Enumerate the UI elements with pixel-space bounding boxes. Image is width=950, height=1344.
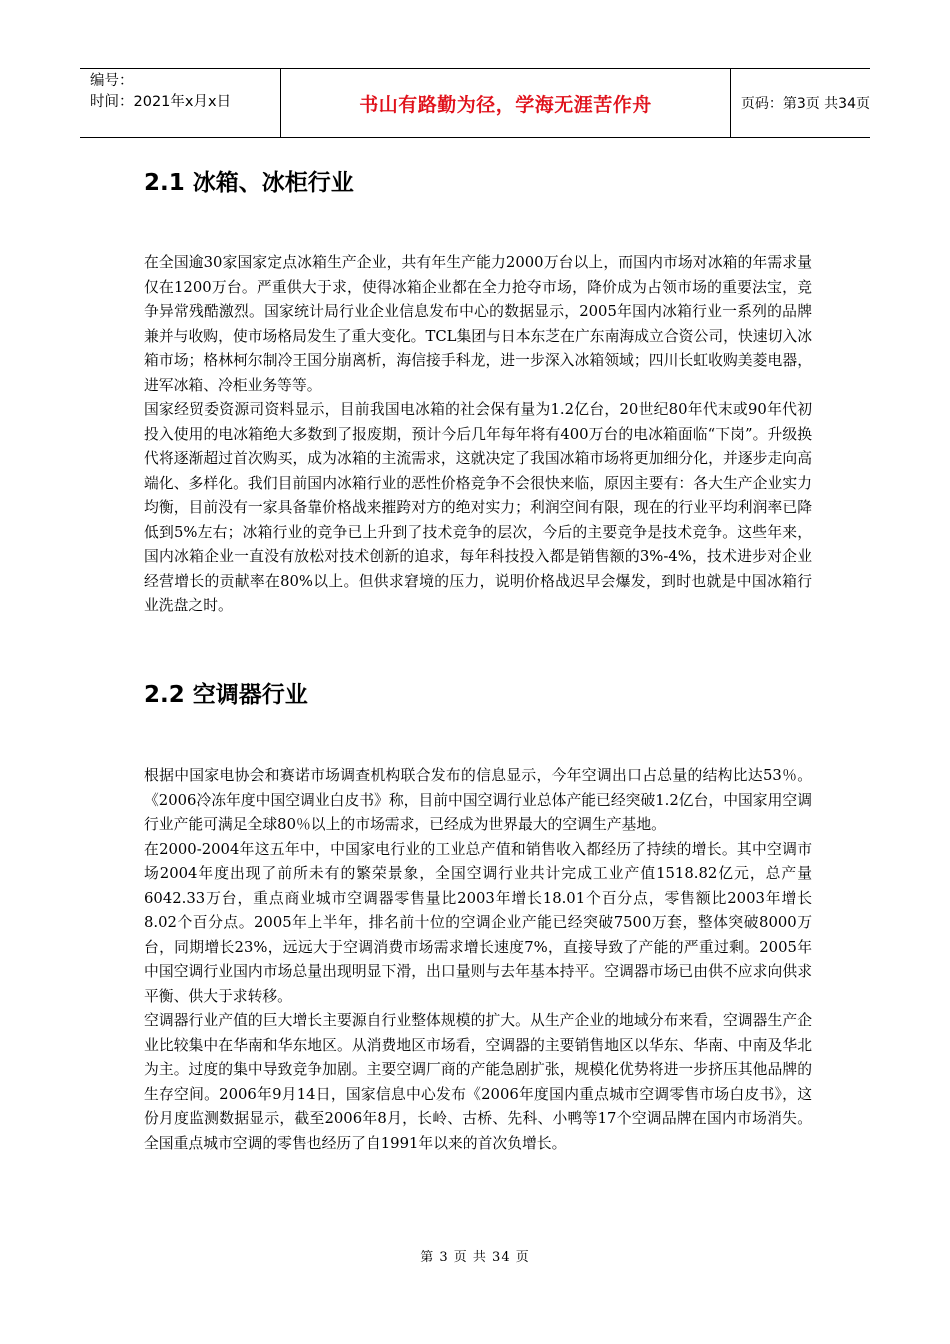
page-footer: 第 3 页 共 34 页 xyxy=(420,1250,530,1265)
paragraph: 空调器行业产值的巨大增长主要源自行业整体规模的扩大。从生产企业的地域分布来看，空调器生产企业比较集中在华南和华东地区。从消费地区市场看，空调器的主要销售地区以华东、华南、中南及华北为主。过度的集中导致竞争加剧。主要空调厂商的产能急剧扩张，规模化优势将进一步挤压其他品牌的生存空间。2006年9月14日，国家信息中心发布《2006年度国内重点城市空调零售市场白皮书》，这份月度监测数据显示，截至2006年8月，长岭、古桥、先科、小鸭等17个空调品牌在国内市场消失。全国重点城市空调的零售也经历了自1991年以来的首次负增长。 xyxy=(144,1012,812,1152)
header-meta xyxy=(80,69,281,137)
header-motto: 书山有路勤为径，学海无涯苦作舟 xyxy=(281,69,731,137)
paragraph: 在全国逾30家国家定点冰箱生产企业，共有年生产能力2000万台以上，而国内市场对冰箱的年需求量仅在1200万台。严重供大于求，使得冰箱企业都在全力抢夺市场，降价成为占领市场的重要法宝，竞争异常残酷激烈。国家统计局行业企业信息发布中心的数据显示，2005年国内冰箱行业一系列的品牌兼并与收购，使市场格局发生了重大变化。TCL集团与日本东芝在广东南海成立合资公司，快速切入冰箱市场；格林柯尔制冷王国分崩离析，海信接手科龙，进一步深入冰箱领域；四川长虹收购美菱电器，进军冰箱、冷柜业务等等。 xyxy=(144,254,812,394)
header-page-info: 页码：第3页 共34页 xyxy=(740,96,870,112)
document-number-label: 编号： xyxy=(90,73,134,89)
paragraph: 根据中国家电协会和赛诺市场调查机构联合发布的信息显示，今年空调出口占总量的结构比达53％。《2006冷冻年度中国空调业白皮书》称，目前中国空调行业总体产能已经突破1.2亿台，中国家用空调行业产能可满足全球80％以上的市场需求，已经成为世界最大的空调生产基地。 xyxy=(144,767,812,833)
section-body-air-conditioner xyxy=(144,764,812,1156)
paragraph: 国家经贸委资源司资料显示，目前我国电冰箱的社会保有量为1.2亿台，20世纪80年代末或90年代初投入使用的电冰箱绝大多数到了报废期，预计今后几年每年将有400万台的电冰箱面临“下岗”。升级换代将逐渐超过首次购买，成为冰箱的主流需求，这就决定了我国冰箱市场将更加细分化，并逐步走向高端化、多样化。我们目前国内冰箱行业的恶性价格竞争不会很快来临，原因主要有：各大生产企业实力均衡，目前没有一家具备靠价格战来摧跨对方的绝对实力；利润空间有限，现在的行业平均利润率已降低到5%左右；冰箱行业的竞争已上升到了技术竞争的层次，今后的主要竞争是技术竞争。这些年来，国内冰箱企业一直没有放松对技术创新的追求，每年科技投入都是销售额的3%-4%，技术进步对企业经营增长的贡献率在80%以上。但供求窘境的压力，说明价格战迟早会爆发，到时也就是中国冰箱行业洗盘之时。 xyxy=(144,401,812,614)
paragraph: 在2000-2004年这五年中，中国家电行业的工业总产值和销售收入都经历了持续的增长。其中空调市场2004年度出现了前所未有的繁荣景象，全国空调行业共计完成工业产值1518.82亿元，总产量6042.33万台，重点商业城市空调器零售量比2003年增长18.01个百分点，零售额比2003年增长8.02个百分点。2005年上半年，排名前十位的空调企业产能已经突破7500万套，整体突破8000万台，同期增长23%，远远大于空调消费市场需求增长速度7%，直接导致了产能的严重过剩。2005年中国空调行业国内市场总量出现明显下滑，出口量则与去年基本持平。空调器市场已由供不应求向供求平衡、供大于求转移。 xyxy=(144,840,812,1005)
section-title-air-conditioner: 2.2 空调器行业 xyxy=(144,682,308,708)
section-body-refrigerator xyxy=(144,251,812,619)
section-title-refrigerator: 2.1 冰箱、冰柜行业 xyxy=(144,170,354,196)
page-header xyxy=(80,68,870,138)
document-date: 时间：2021年x月x日 xyxy=(90,94,232,110)
